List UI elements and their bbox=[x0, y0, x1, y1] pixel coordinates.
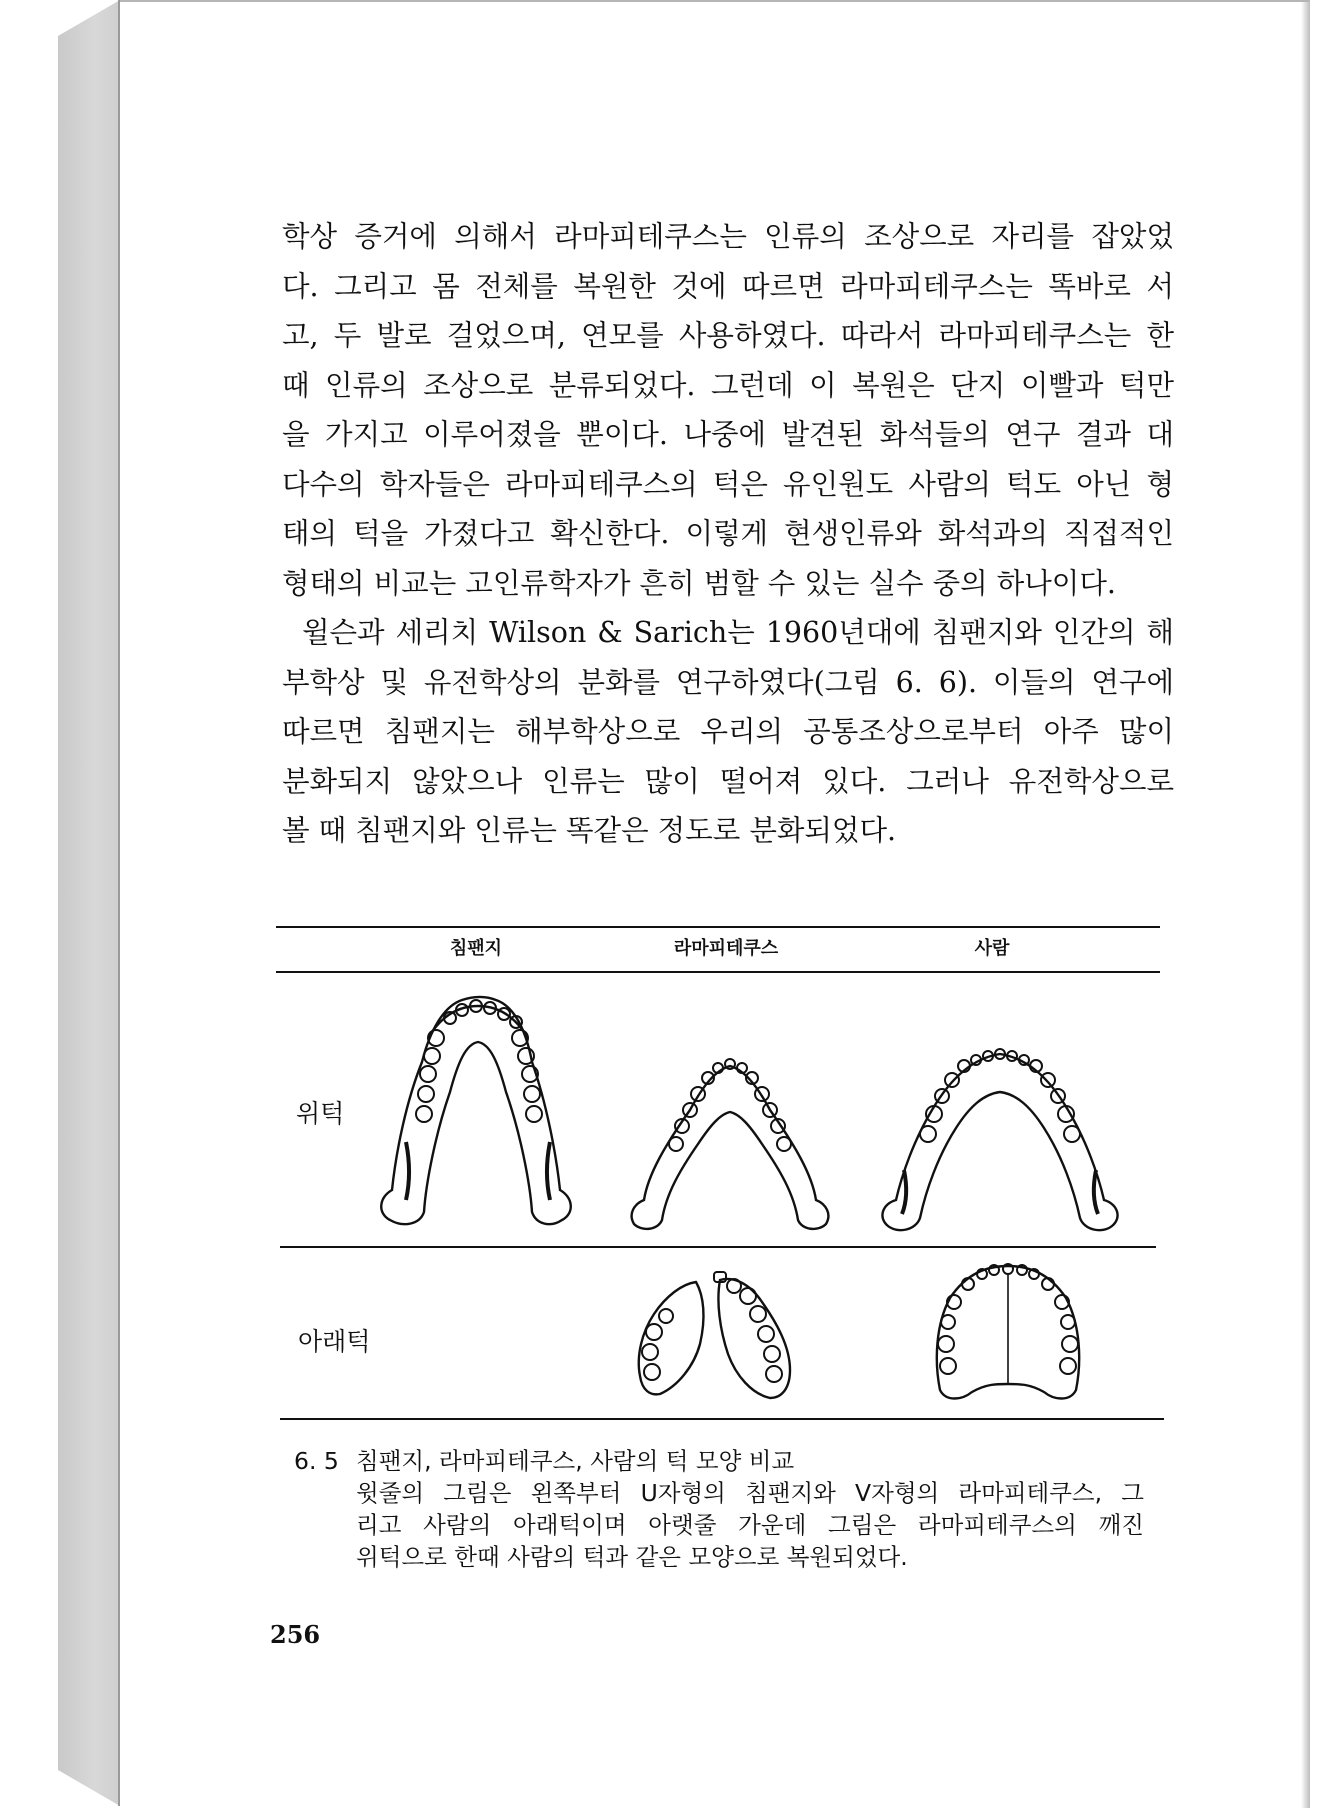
chimpanzee-upper-jaw-drawing bbox=[370, 992, 586, 1238]
column-header-chimpanzee: 침팬지 bbox=[449, 938, 503, 959]
human-lower-jaw-drawing bbox=[930, 1260, 1086, 1406]
caption-line: 위턱으로 한때 사람의 턱과 같은 모양으로 복원되었다. bbox=[356, 1543, 908, 1571]
ramapithecus-upper-jaw-drawing bbox=[626, 1044, 834, 1234]
body-line: 학상 증거에 의해서 라마피테쿠스는 인류의 조상으로 자리를 잡았었 bbox=[282, 220, 1174, 253]
page-number: 256 bbox=[270, 1620, 321, 1649]
body-line: 태의 턱을 가졌다고 확신한다. 이렇게 현생인류와 화석과의 직접적인 bbox=[282, 517, 1174, 550]
caption-line: 리고 사람의 아래턱이며 아랫줄 가운데 그림은 라마피테쿠스의 깨진 bbox=[356, 1511, 1144, 1539]
figure-row-rule bbox=[280, 1246, 1156, 1248]
figure-top-rule bbox=[276, 926, 1160, 928]
body-line: 을 가지고 이루어졌을 뿐이다. 나중에 발견된 화석들의 연구 결과 대 bbox=[282, 418, 1174, 451]
body-line: 다수의 학자들은 라마피테쿠스의 턱은 유인원도 사람의 턱도 아닌 형 bbox=[282, 467, 1174, 501]
body-line: 고, 두 발로 걸었으며, 연모를 사용하였다. 따라서 라마피테쿠스는 한 bbox=[282, 319, 1174, 352]
body-line: 형태의 비교는 고인류학자가 흔히 범할 수 있는 실수 중의 하나이다. bbox=[282, 566, 1116, 600]
body-line: 따르면 침팬지는 해부학상으로 우리의 공통조상으로부터 아주 많이 bbox=[282, 715, 1174, 748]
figure-header-rule bbox=[276, 971, 1160, 973]
row-label-upper-jaw: 위턱 bbox=[296, 1099, 345, 1128]
column-header-human: 사람 bbox=[974, 938, 1010, 959]
body-line: 분화되지 않았으나 인류는 많이 떨어져 있다. 그러나 유전학상으로 bbox=[282, 764, 1174, 798]
body-line: 볼 때 침팬지와 인류는 똑같은 정도로 분화되었다. bbox=[282, 814, 897, 847]
ramapithecus-lower-jaw-drawing bbox=[634, 1266, 796, 1404]
body-line: 때 인류의 조상으로 분류되었다. 그런데 이 복원은 단지 이빨과 턱만 bbox=[282, 368, 1174, 402]
body-line: 윌슨과 세리치 Wilson & Sarich는 1960년대에 침팬지와 인간의 해 bbox=[302, 616, 1174, 649]
book-spine-edge bbox=[58, 0, 120, 1806]
body-line: 부학상 및 유전학상의 분화를 연구하였다(그림 6. 6). 이들의 연구에 bbox=[282, 665, 1174, 699]
human-upper-jaw-drawing bbox=[876, 1030, 1124, 1236]
body-line: 다. 그리고 몸 전체를 복원한 것에 따르면 라마피테쿠스는 똑바로 서 bbox=[282, 269, 1174, 303]
figure-caption bbox=[294, 1445, 1144, 1573]
row-label-lower-jaw: 아래턱 bbox=[298, 1327, 371, 1356]
column-header-ramapithecus: 라마피테쿠스 bbox=[673, 938, 779, 959]
caption-number: 6. 5 bbox=[294, 1447, 339, 1475]
figure-bottom-rule bbox=[280, 1418, 1164, 1420]
caption-title: 침팬지, 라마피테쿠스, 사람의 턱 모양 비교 bbox=[356, 1447, 795, 1475]
body-text bbox=[282, 212, 1174, 856]
caption-line: 윗줄의 그림은 왼쪽부터 U자형의 침팬지와 V자형의 라마피테쿠스, 그 bbox=[356, 1479, 1144, 1507]
page-edge-shadow bbox=[1301, 2, 1310, 1808]
